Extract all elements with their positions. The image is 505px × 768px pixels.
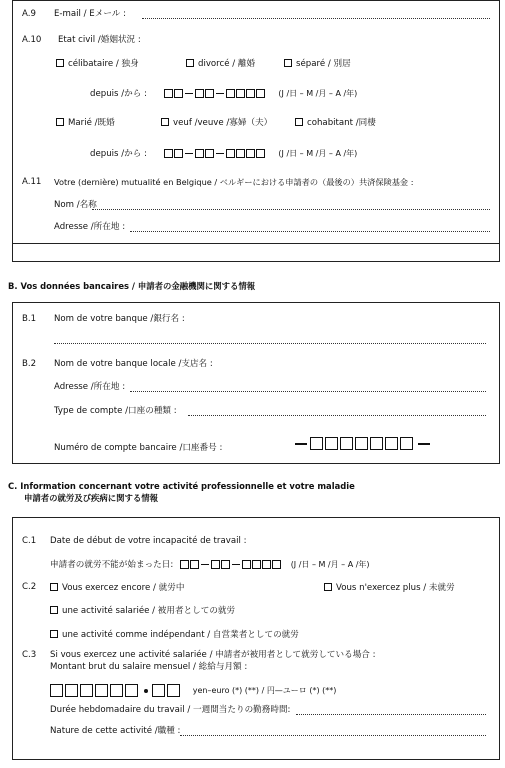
option-marie[interactable] xyxy=(56,118,115,128)
account-digit-box[interactable] xyxy=(370,437,383,450)
checkbox-icon[interactable] xyxy=(186,59,194,67)
c3-activity-nature-field[interactable] xyxy=(180,735,486,736)
checkbox-icon[interactable] xyxy=(324,583,332,591)
a10-civil-status-label: Etat civil /婚姻状況 : xyxy=(58,35,141,45)
a11-address-field[interactable] xyxy=(130,231,490,232)
checkbox-icon[interactable] xyxy=(295,118,303,126)
section-b-title: B. Vos données bancaires / 申請者の金融機関に関する情報 xyxy=(8,281,256,291)
a11-address-label: Adresse /所在地 : xyxy=(54,222,126,232)
account-digit-box[interactable] xyxy=(340,437,353,450)
date-digit-box[interactable] xyxy=(211,560,220,569)
option-veuf[interactable] xyxy=(161,118,272,128)
since-label: depuis /から : xyxy=(90,89,147,99)
date-digit-box[interactable] xyxy=(272,560,281,569)
a11-mutuality-label: Votre (dernière) mutualité en Belgique / ベルギーにおける申請者の（最後の）共済保険基金 : xyxy=(54,177,414,187)
date-digit-box[interactable] xyxy=(174,149,183,158)
salary-decimal-box[interactable] xyxy=(167,684,180,697)
option-exercez-encore[interactable] xyxy=(50,583,184,593)
b2-account-type-field[interactable] xyxy=(188,415,486,416)
checkbox-icon[interactable] xyxy=(56,59,64,67)
salary-digit-box[interactable] xyxy=(65,684,78,697)
option-celibataire[interactable] xyxy=(56,59,139,69)
option-celibataire-label: célibataire / 独身 xyxy=(68,59,139,69)
c3-weekly-hours-label: Durée hebdomadaire du travail / 一週間当たりの勤務時間: xyxy=(50,705,291,715)
salary-digit-box[interactable] xyxy=(110,684,123,697)
salary-amount-row xyxy=(50,684,336,697)
a9-email-label: E-mail / Eメール : xyxy=(54,9,126,19)
account-separator xyxy=(295,443,307,445)
date-digit-box[interactable] xyxy=(252,560,261,569)
a9-email-field[interactable] xyxy=(142,18,490,19)
option-exercez-plus-label: Vous n'exercez plus / 未就労 xyxy=(336,583,455,593)
option-divorce[interactable] xyxy=(186,59,255,69)
option-marie-label: Marié /既婚 xyxy=(68,118,115,128)
date-digit-box[interactable] xyxy=(262,560,271,569)
date-digit-box[interactable] xyxy=(174,89,183,98)
option-activite-salariee-label: une activité salariée / 被用者としての就労 xyxy=(62,606,236,616)
date-digit-box[interactable] xyxy=(236,149,245,158)
b1-number: B.1 xyxy=(22,314,37,324)
a11-name-label: Nom /名称 xyxy=(54,200,97,210)
option-separe[interactable] xyxy=(284,59,351,69)
account-digit-box[interactable] xyxy=(310,437,323,450)
date-digit-box[interactable] xyxy=(236,89,245,98)
salary-digit-box[interactable] xyxy=(50,684,63,697)
option-cohabitant-label: cohabitant /同棲 xyxy=(307,118,376,128)
date-format-hint: (J /日 – M /月 – A /年) xyxy=(278,89,358,98)
b2-account-number-label: Numéro de compte bancaire /口座番号 : xyxy=(54,443,223,453)
b1-bank-name-field[interactable] xyxy=(54,343,486,344)
date-format-hint: (J /日 – M /月 – A /年) xyxy=(290,560,370,569)
date-digit-box[interactable] xyxy=(226,149,235,158)
account-digit-box[interactable] xyxy=(385,437,398,450)
date-digit-box[interactable] xyxy=(164,89,173,98)
since-label: depuis /から : xyxy=(90,149,147,159)
c1-date-row xyxy=(50,560,370,570)
date-digit-box[interactable] xyxy=(226,89,235,98)
section-c-subtitle: 申請者の就労及び疾病に関する情報 xyxy=(24,493,158,503)
c3-activity-nature-label: Nature de cette activité /職種 : xyxy=(50,726,181,736)
c3-weekly-hours-field[interactable] xyxy=(296,714,486,715)
date-digit-box[interactable] xyxy=(195,149,204,158)
option-exercez-plus[interactable] xyxy=(324,583,455,593)
c3-number: C.3 xyxy=(22,650,37,660)
option-separe-label: séparé / 別居 xyxy=(296,59,351,69)
date-digit-box[interactable] xyxy=(195,89,204,98)
date-digit-box[interactable] xyxy=(180,560,189,569)
date-digit-box[interactable] xyxy=(246,149,255,158)
date-digit-box[interactable] xyxy=(221,560,230,569)
section-a-footer-line xyxy=(12,243,500,244)
date-separator xyxy=(185,153,193,154)
date-separator xyxy=(201,564,209,565)
date-digit-box[interactable] xyxy=(205,149,214,158)
a11-name-field[interactable] xyxy=(92,209,490,210)
salary-digit-box[interactable] xyxy=(125,684,138,697)
option-divorce-label: divorcé / 離婚 xyxy=(198,59,256,69)
date-digit-box[interactable] xyxy=(256,89,265,98)
b2-address-field[interactable] xyxy=(130,391,486,392)
c1-incapacity-label: Date de début de votre incapacité de travail : xyxy=(50,536,247,546)
salary-digit-box[interactable] xyxy=(95,684,108,697)
date-digit-box[interactable] xyxy=(164,149,173,158)
checkbox-icon[interactable] xyxy=(284,59,292,67)
b2-address-label: Adresse /所在地 : xyxy=(54,382,126,392)
salary-digit-box[interactable] xyxy=(80,684,93,697)
option-activite-salariee[interactable] xyxy=(50,606,235,616)
a10-number: A.10 xyxy=(22,35,42,45)
date-separator xyxy=(232,564,240,565)
since-date-row-2 xyxy=(90,149,357,159)
b2-number: B.2 xyxy=(22,359,37,369)
checkbox-icon[interactable] xyxy=(161,118,169,126)
date-digit-box[interactable] xyxy=(242,560,251,569)
date-format-hint: (J /日 – M /月 – A /年) xyxy=(278,149,358,158)
date-digit-box[interactable] xyxy=(256,149,265,158)
date-digit-box[interactable] xyxy=(190,560,199,569)
date-digit-box[interactable] xyxy=(205,89,214,98)
c3-gross-salary-label: Montant brut du salaire mensuel / 総給与月額 : xyxy=(50,662,248,672)
checkbox-icon[interactable] xyxy=(50,606,58,614)
c2-number: C.2 xyxy=(22,582,37,592)
date-separator xyxy=(216,153,224,154)
c1-jp-label: 申請者の就労不能が始まった日: xyxy=(50,560,174,570)
option-exercez-encore-label: Vous exercez encore / 就労中 xyxy=(62,583,185,593)
c3-salaried-label: Si vous exercez une activité salariée / 申請者が被用者として就労している場合 : xyxy=(50,650,376,660)
decimal-point xyxy=(144,689,148,693)
b2-local-bank-label: Nom de votre banque locale /支店名 : xyxy=(54,359,213,369)
account-digit-box[interactable] xyxy=(355,437,368,450)
option-independant[interactable] xyxy=(50,630,299,640)
b1-bank-name-label: Nom de votre banque /銀行名 : xyxy=(54,314,185,324)
date-digit-box[interactable] xyxy=(246,89,255,98)
checkbox-icon[interactable] xyxy=(56,118,64,126)
option-cohabitant[interactable] xyxy=(295,118,376,128)
option-independant-label: une activité comme indépendant / 自営業者としての就労 xyxy=(62,630,299,640)
checkbox-icon[interactable] xyxy=(50,630,58,638)
date-separator xyxy=(216,93,224,94)
account-digit-box[interactable] xyxy=(400,437,413,450)
currency-label: yen–euro (*) (**) / 円—ユーロ (*) (**) xyxy=(192,686,337,695)
date-separator xyxy=(185,93,193,94)
b2-account-type-label: Type de compte /口座の種類 : xyxy=(54,406,177,416)
account-separator xyxy=(418,443,430,445)
section-c-title: C. Information concernant votre activité professionnelle et votre maladie xyxy=(8,481,355,491)
checkbox-icon[interactable] xyxy=(50,583,58,591)
since-date-row-1 xyxy=(90,89,357,99)
account-number-boxes xyxy=(292,437,433,450)
a11-number: A.11 xyxy=(22,177,42,187)
account-digit-box[interactable] xyxy=(325,437,338,450)
option-veuf-label: veuf /veuve /寡婦（夫） xyxy=(173,118,273,128)
a9-number: A.9 xyxy=(22,9,36,19)
c1-number: C.1 xyxy=(22,536,37,546)
salary-decimal-box[interactable] xyxy=(152,684,165,697)
